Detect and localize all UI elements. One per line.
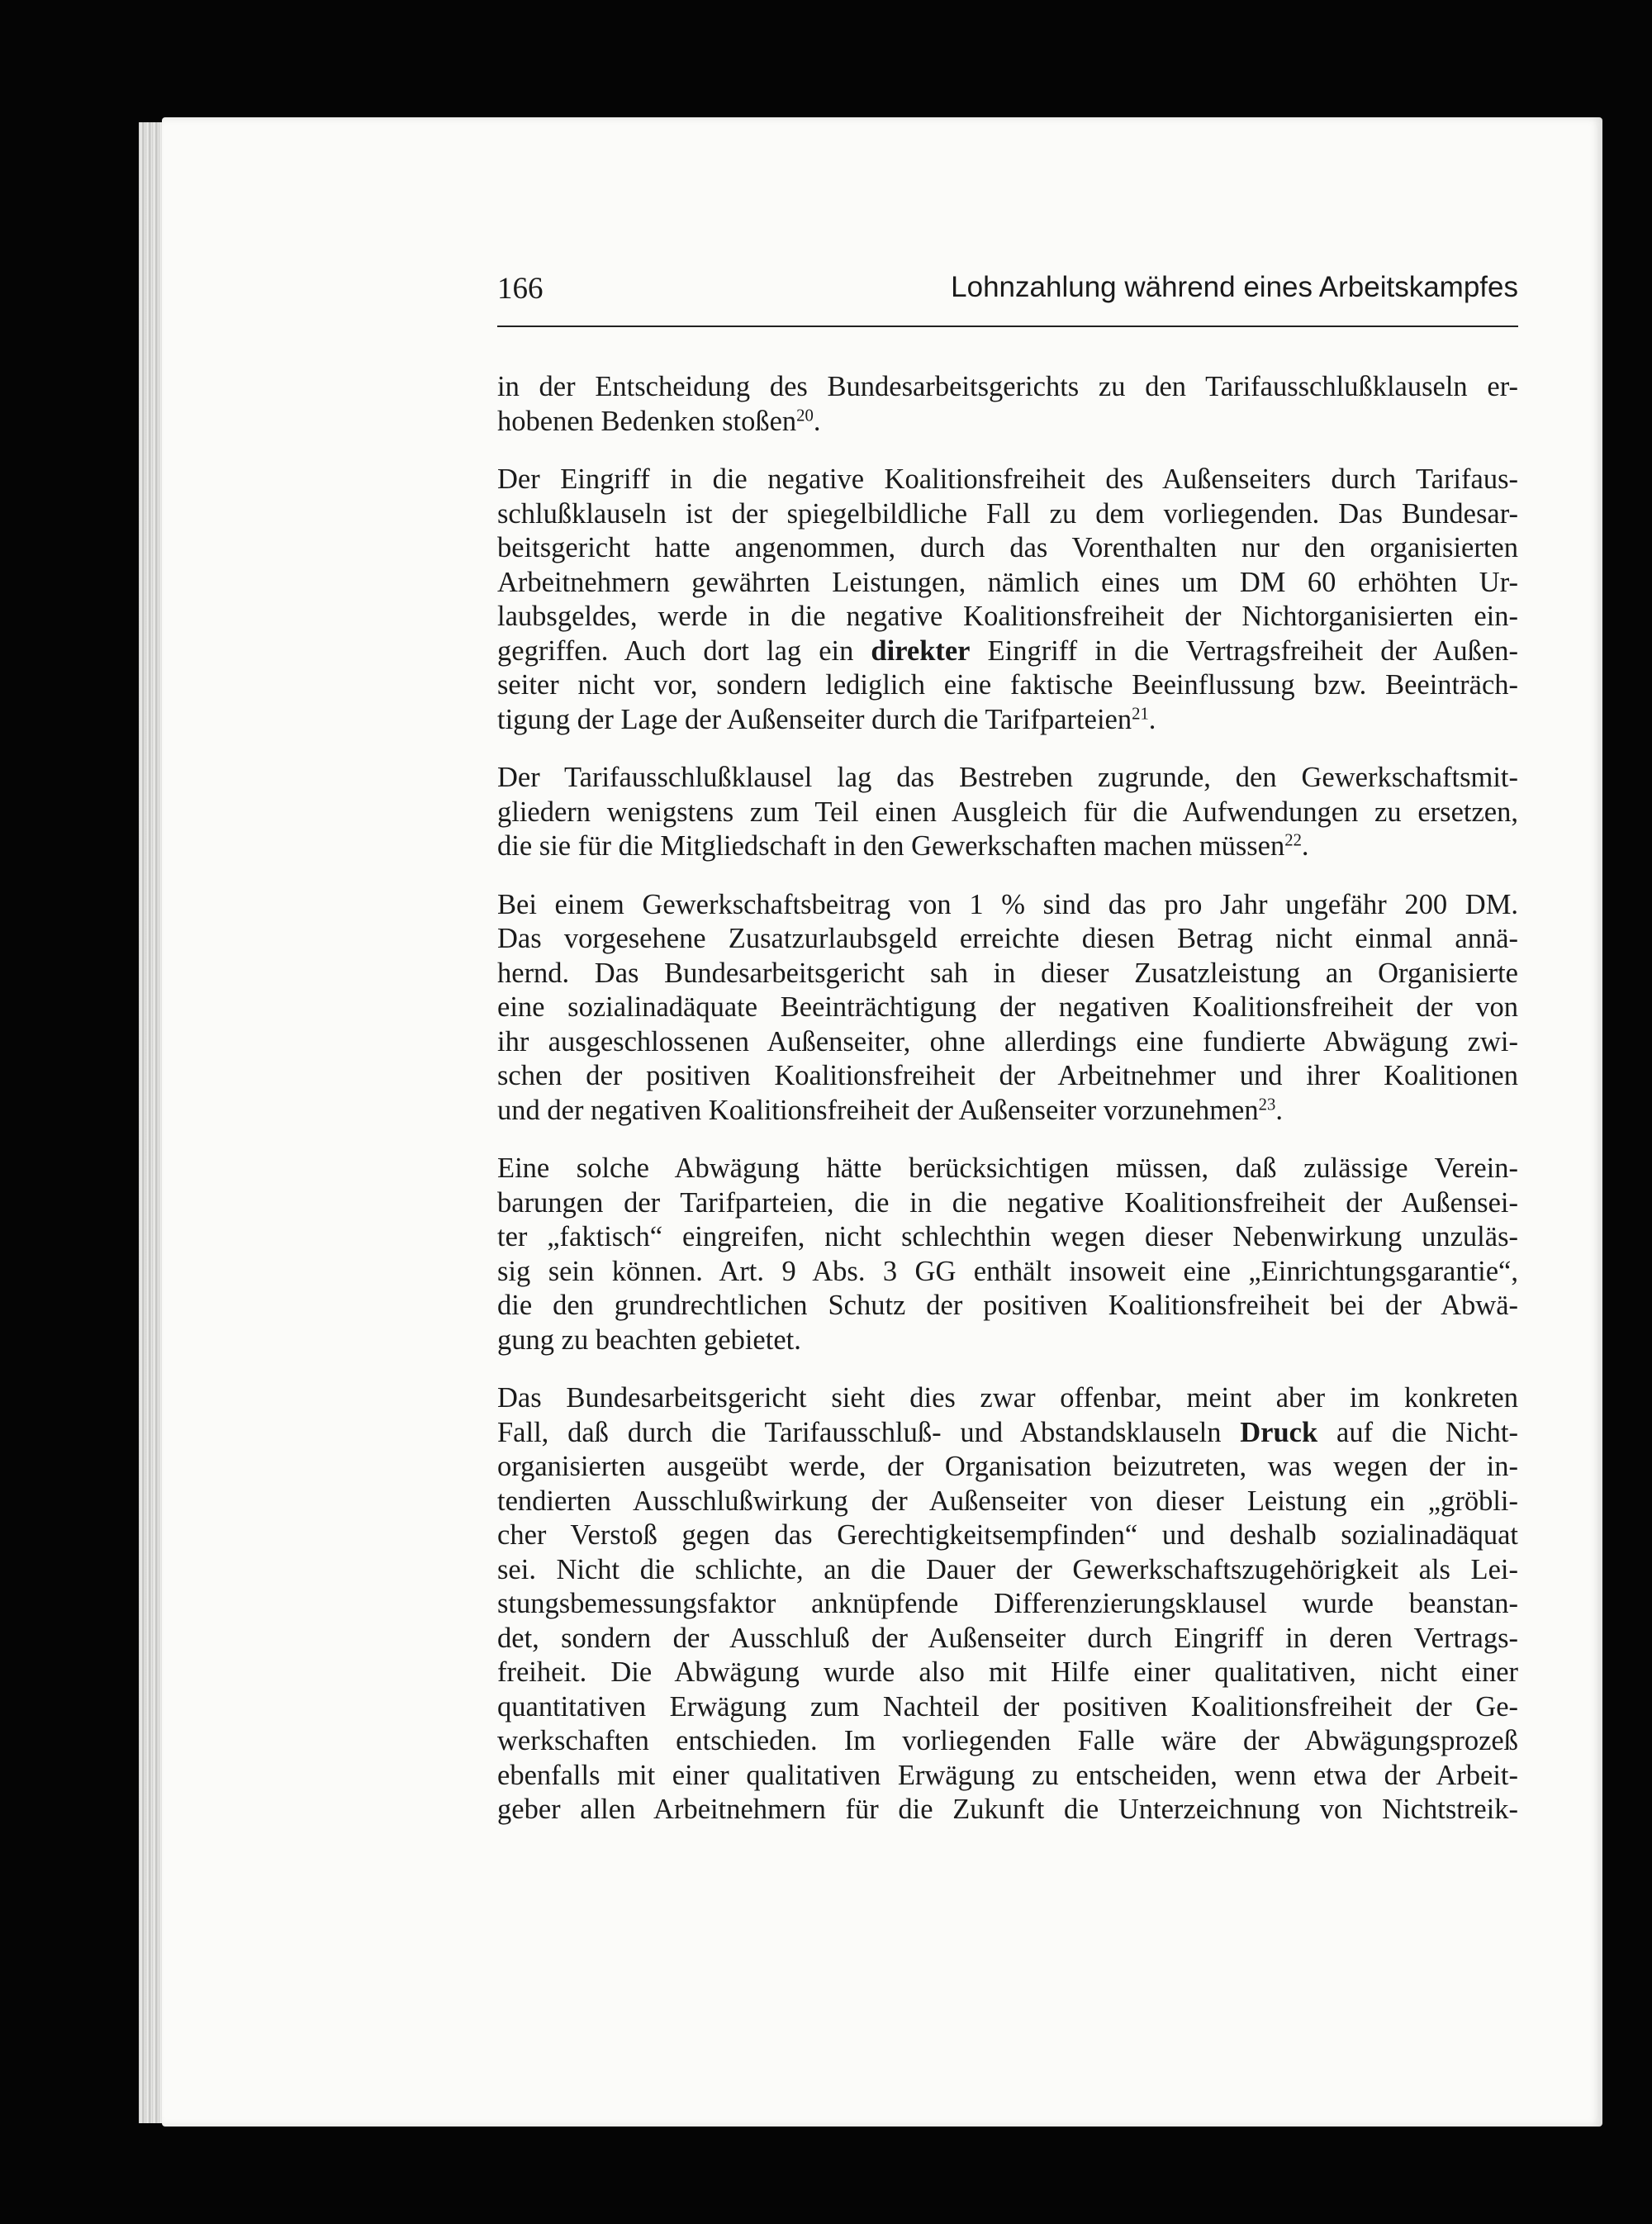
text-line: Das Bundesarbeitsgericht sieht dies zwar offenbar, meint aber im konkreten [497, 1382, 1518, 1414]
text-line: Das vorgesehene Zusatzurlaubsgeld erreichte diesen Betrag nicht einmal annä- [497, 923, 1518, 954]
text-line: gegriffen. Auch dort lag ein direkter Eingriff in die Vertragsfreiheit der Außen- [497, 634, 1518, 667]
text-line: sig sein können. Art. 9 Abs. 3 GG enthält insoweit eine „Einrichtungsgarantie“, [497, 1255, 1518, 1287]
text-line: Eine solche Abwägung hätte berücksichtigen müssen, daß zulässige Verein- [497, 1152, 1518, 1184]
text-line: cher Verstoß gegen das Gerechtigkeitsempfinden“ und deshalb sozialinadäquat [497, 1519, 1518, 1551]
text-line: eine sozialinadäquate Beeinträchtigung der negativen Koalitionsfreiheit der von [497, 991, 1518, 1023]
text-line: schen der positiven Koalitionsfreiheit der Arbeitnehmer und ihrer Koalitionen [497, 1060, 1518, 1091]
text-line: organisierten ausgeübt werde, der Organisation beizutreten, was wegen der in- [497, 1451, 1518, 1482]
body-text [497, 370, 1518, 1851]
text-line: die sie für die Mitgliedschaft in den Gewerkschaften machen müssen$^{22}$. [497, 830, 1309, 862]
paragraph [497, 1152, 1518, 1357]
text-line: und der negativen Koalitionsfreiheit der Außenseiter vorzunehmen$^{23}$. [497, 1094, 1283, 1126]
text-line: Fall, daß durch die Tarifausschluß- und Abstandsklauseln Druck auf die Nicht- [497, 1416, 1518, 1448]
text-line: Der Eingriff in die negative Koalitionsfreiheit des Außenseiters durch Tarifaus- [497, 463, 1518, 495]
text-line: gung zu beachten gebietet. [497, 1323, 801, 1356]
text-line: tendierten Ausschlußwirkung der Außenseiter von dieser Leistung ein „gröbli- [497, 1485, 1518, 1517]
text-line: geber allen Arbeitnehmern für die Zukunft die Unterzeichnung von Nichtstreik- [497, 1794, 1518, 1825]
text-line: hernd. Das Bundesarbeitsgericht sah in dieser Zusatzleistung an Organisierte [497, 957, 1518, 989]
running-title: Lohnzahlung während eines Arbeitskampfes [951, 271, 1518, 303]
text-line: sei. Nicht die schlichte, an die Dauer der Gewerkschaftszugehörigkeit als Lei- [497, 1553, 1518, 1585]
footnote-ref: 21 [1132, 705, 1149, 724]
text-line: Arbeitnehmern gewährten Leistungen, nämlich eines um DM 60 erhöhten Ur- [497, 566, 1518, 598]
text-line: freiheit. Die Abwägung wurde also mit Hilfe einer qualitativen, nicht einer [497, 1656, 1518, 1688]
text-line: schlußklauseln ist der spiegelbildliche Fall zu dem vorliegenden. Das Bundesar- [497, 497, 1518, 530]
text-line: stungsbemessungsfaktor anknüpfende Differenzierungsklausel wurde beanstan- [497, 1588, 1518, 1619]
emphasis-bold: direkter [871, 634, 971, 667]
text-line: barungen der Tarifparteien, die in die negative Koalitionsfreiheit der Außensei- [497, 1186, 1518, 1219]
paragraph [497, 888, 1518, 1129]
text-line: quantitativen Erwägung zum Nachteil der positiven Koalitionsfreiheit der Ge- [497, 1690, 1518, 1723]
emphasis-bold: Druck [1240, 1416, 1318, 1448]
text-line: ebenfalls mit einer qualitativen Erwägung zu entscheiden, wenn etwa der Arbeit- [497, 1759, 1518, 1791]
text-line: ter „faktisch“ eingreifen, nicht schlechthin wegen dieser Nebenwirkung unzuläs- [497, 1221, 1518, 1252]
text-line: beitsgericht hatte angenommen, durch das Vorenthalten nur den organisierten [497, 532, 1518, 563]
footnote-ref: 22 [1284, 831, 1302, 850]
page-number: 166 [497, 272, 544, 306]
text-line: seiter nicht vor, sondern lediglich eine faktische Beeinflussung bzw. Beeinträch- [497, 669, 1518, 701]
text-line: tigung der Lage der Außenseiter durch die Tarifparteien$^{21}$. [497, 703, 1156, 735]
paragraph [497, 761, 1518, 864]
paragraph [497, 463, 1518, 737]
text-line: die den grundrechtlichen Schutz der positiven Koalitionsfreiheit bei der Abwä- [497, 1290, 1518, 1321]
text-line: laubsgeldes, werde in die negative Koalitionsfreiheit der Nichtorganisierten ein- [497, 601, 1518, 632]
text-line: Der Tarifausschlußklausel lag das Bestreben zugrunde, den Gewerkschaftsmit- [497, 762, 1518, 793]
text-line: gliedern wenigstens zum Teil einen Ausgleich für die Aufwendungen zu ersetzen, [497, 796, 1518, 828]
footnote-ref: 20 [796, 406, 814, 425]
text-line: Bei einem Gewerkschaftsbeitrag von 1 % sind das pro Jahr ungefähr 200 DM. [497, 888, 1518, 920]
text-line: ihr ausgeschlossenen Außenseiter, ohne allerdings eine fundierte Abwägung zwi- [497, 1025, 1518, 1057]
running-header [497, 271, 1518, 327]
text-line: hobenen Bedenken stoßen$^{20}$. [497, 405, 821, 437]
text-line: det, sondern der Ausschluß der Außenseiter durch Eingriff in deren Vertrags- [497, 1622, 1518, 1654]
paragraph [497, 1381, 1518, 1827]
footnote-ref: 23 [1258, 1095, 1276, 1114]
text-line: in der Entscheidung des Bundesarbeitsgerichts zu den Tarifausschlußklauseln er- [497, 371, 1518, 402]
text-line: werkschaften entschieden. Im vorliegenden Falle wäre der Abwägungsprozeß [497, 1725, 1518, 1756]
paragraph [497, 370, 1518, 439]
